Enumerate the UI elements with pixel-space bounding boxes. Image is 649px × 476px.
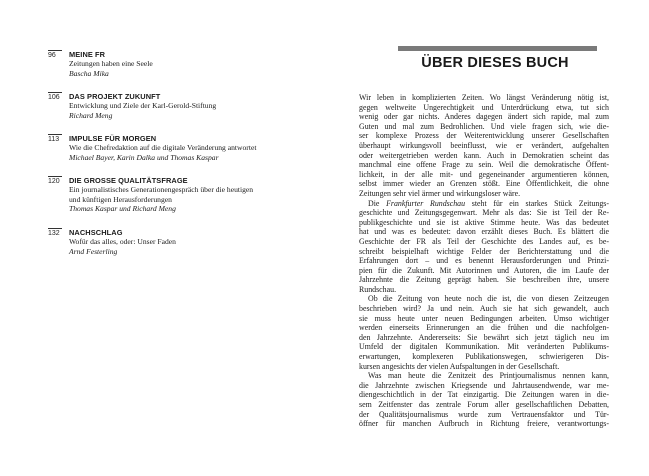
toc-entry-title: IMPULSE FÜR MORGEN [69, 134, 157, 143]
article-heading: ÜBER DIESES BUCH [421, 55, 569, 71]
body-line: erwartungen, komplexeren Publikationswegen, schwierigeren Dis- [359, 352, 609, 362]
toc-entry[interactable] [48, 88, 318, 130]
toc-entry-author: Michael Bayer, Karin Dalka und Thomas Kaspar [69, 152, 219, 162]
body-line: diengeschichtlich in der Tat einzigartig. Die Zeitungen waren in die- [359, 390, 609, 400]
body-line: öffner für manchen Aufbruch in Richtung freiere, verantwortungs- [359, 419, 609, 429]
body-line: Zeitungen sehr viel ärmer und wirkungsloser wäre. [359, 188, 521, 198]
toc-entry-text [69, 134, 318, 162]
toc-entry[interactable] [48, 172, 318, 224]
body-line: der Qualitätsjournalismus wurde zum Vertrauensfaktor und Tür- [359, 409, 609, 419]
toc-page-number: 132 [48, 228, 62, 238]
body-line: den Jahrzehnte. Andererseits: Sie bewährt sich jetzt täglich neu im [359, 332, 609, 342]
body-line: sie muss heute unter neuen Bedingungen arbeiten. Umso wichtiger [359, 313, 609, 323]
toc-entry-text [69, 50, 318, 78]
body-line: werden einerseits Erinnerungen an die frühen und die nachfolgen- [359, 323, 609, 333]
toc-entry[interactable] [48, 130, 318, 172]
article-body [359, 93, 609, 429]
table-of-contents [48, 46, 318, 266]
toc-entry-text [69, 176, 318, 214]
toc-entry-title: DAS PROJEKT ZUKUNFT [69, 92, 161, 101]
toc-entry-title: MEINE FR [69, 50, 106, 59]
body-line: gegen weltweite Ungerechtigkeit und Unterdrückung etwa, tut sich [359, 102, 609, 112]
toc-entry-text [69, 228, 318, 256]
body-text: Die [368, 198, 387, 208]
body-line: Umfeld der digitalen Kommunikation. Mit veränderten Publikums- [359, 342, 609, 352]
body-line: manchmal eine offene Frage zu sein. Weil die demokratische Öffent- [359, 160, 609, 170]
toc-page-number: 120 [48, 176, 62, 186]
body-line: überhaupt wirkungsvoll beeinflusst, wie er verändert, aufgehalten [359, 140, 609, 150]
body-text: steht für ein starkes Stück Zeitungs- [465, 198, 609, 208]
toc-entry-text [69, 92, 318, 120]
toc-page-number: 113 [48, 134, 62, 144]
body-line [359, 199, 609, 209]
body-line: Rundschau. [359, 284, 397, 294]
body-line: Wir leben in komplizierten Zeiten. Wo längst Veränderung nötig ist, [359, 93, 609, 102]
body-line: geschichte und Zeitungsgegenwart. Mehr als das: Sie ist Teil der Re- [359, 208, 609, 218]
body-line: oder weitergetrieben werden kann. Auch in Demokratien scheint das [359, 150, 609, 160]
toc-entry-subtitle: Ein journalistisches Generationengespräch über die heutigen [69, 185, 254, 194]
toc-entry[interactable] [48, 46, 318, 88]
toc-entry-subtitle: Entwicklung und Ziele der Karl-Gerold-Stiftung [69, 101, 217, 110]
body-line: Erfahrungen dort – und es benennt Herausforderungen und Prinzi- [359, 256, 609, 266]
toc-entry-subtitle: Zeitungen haben eine Seele [69, 59, 153, 68]
body-line: beschrieben wird? Ja und nein. Auch sie hat sich gewandelt, auch [359, 304, 609, 314]
toc-entry[interactable] [48, 224, 318, 266]
body-line: schreibt beispielhaft wichtige Felder der Berichterstattung und die [359, 246, 609, 256]
toc-page-number: 106 [48, 92, 62, 102]
body-line: Ob die Zeitung von heute noch die ist, die von diesen Zeitzeugen [368, 294, 609, 304]
body-line: Geschichte der FR als Teil der Geschichte des Landes auf, es be- [359, 236, 609, 246]
body-line: hat und was es bedeutet: davon erzählt dieses Buch. Es blättert die [359, 227, 609, 237]
body-line: selbst immer wieder an Grenzen stößt. Eine Öffentlichkeit, die ohne [359, 179, 609, 189]
article [359, 46, 609, 429]
newspaper-name: Frankfurter Rundschau [386, 198, 466, 208]
toc-entry-author: Thomas Kaspar und Richard Meng [69, 204, 176, 213]
toc-page-number: 96 [48, 50, 62, 60]
toc-entry-author: Arnd Festerling [69, 246, 118, 256]
body-line: ser komplexe Prozess der Weiterentwicklung unserer Gesellschaften [359, 131, 609, 141]
body-line: pien für die Zukunft. Mit Autorinnen und Autoren, die im Laufe der [359, 265, 609, 275]
body-line: kursen angesichts der vielen Aufspaltungen in der Gesellschaft. [359, 361, 560, 371]
toc-entry-subtitle: Wie die Chefredaktion auf die digitale Veränderung antwortet [69, 143, 257, 152]
body-line: sem Zeitfenster das zentrale Forum aller gesellschaftlichen Debatten, [359, 400, 609, 409]
toc-entry-subtitle: Wofür das alles, oder: Unser Faden [69, 237, 176, 246]
body-line: die Jahrzehnte zwischen Kriegsende und Jahrtausendwende, war me- [359, 380, 609, 390]
toc-entry-subtitle: und künftigen Herausforderungen [69, 194, 172, 204]
body-line: Jahrzehnte die Zeitung geprägt haben. Sie beschreiben ihre, unsere [359, 275, 609, 285]
toc-entry-title: NACHSCHLAG [69, 228, 123, 237]
body-line: lichkeit, in der alle mit- und gegeneinander argumentieren können, [359, 169, 609, 179]
body-line: wenig oder gar nichts. Anderes dagegen ändert sich rapide, mal zum [359, 112, 609, 122]
body-line: Was man heute die Zenitzeit des Printjournalismus nennen kann, [368, 371, 609, 381]
body-line: publikgeschichte und sie ist aktive Stimme heute. Was das bedeutet [359, 217, 609, 227]
toc-entry-author: Richard Meng [69, 110, 113, 120]
toc-entry-author: Bascha Mika [69, 68, 109, 78]
heading-rule [398, 46, 597, 51]
toc-entry-title: DIE GROSSE QUALITÄTSFRAGE [69, 176, 188, 185]
body-line: Guten und mal zum Bedrohlichen. Und viele fragen sich, wie die- [359, 121, 609, 131]
